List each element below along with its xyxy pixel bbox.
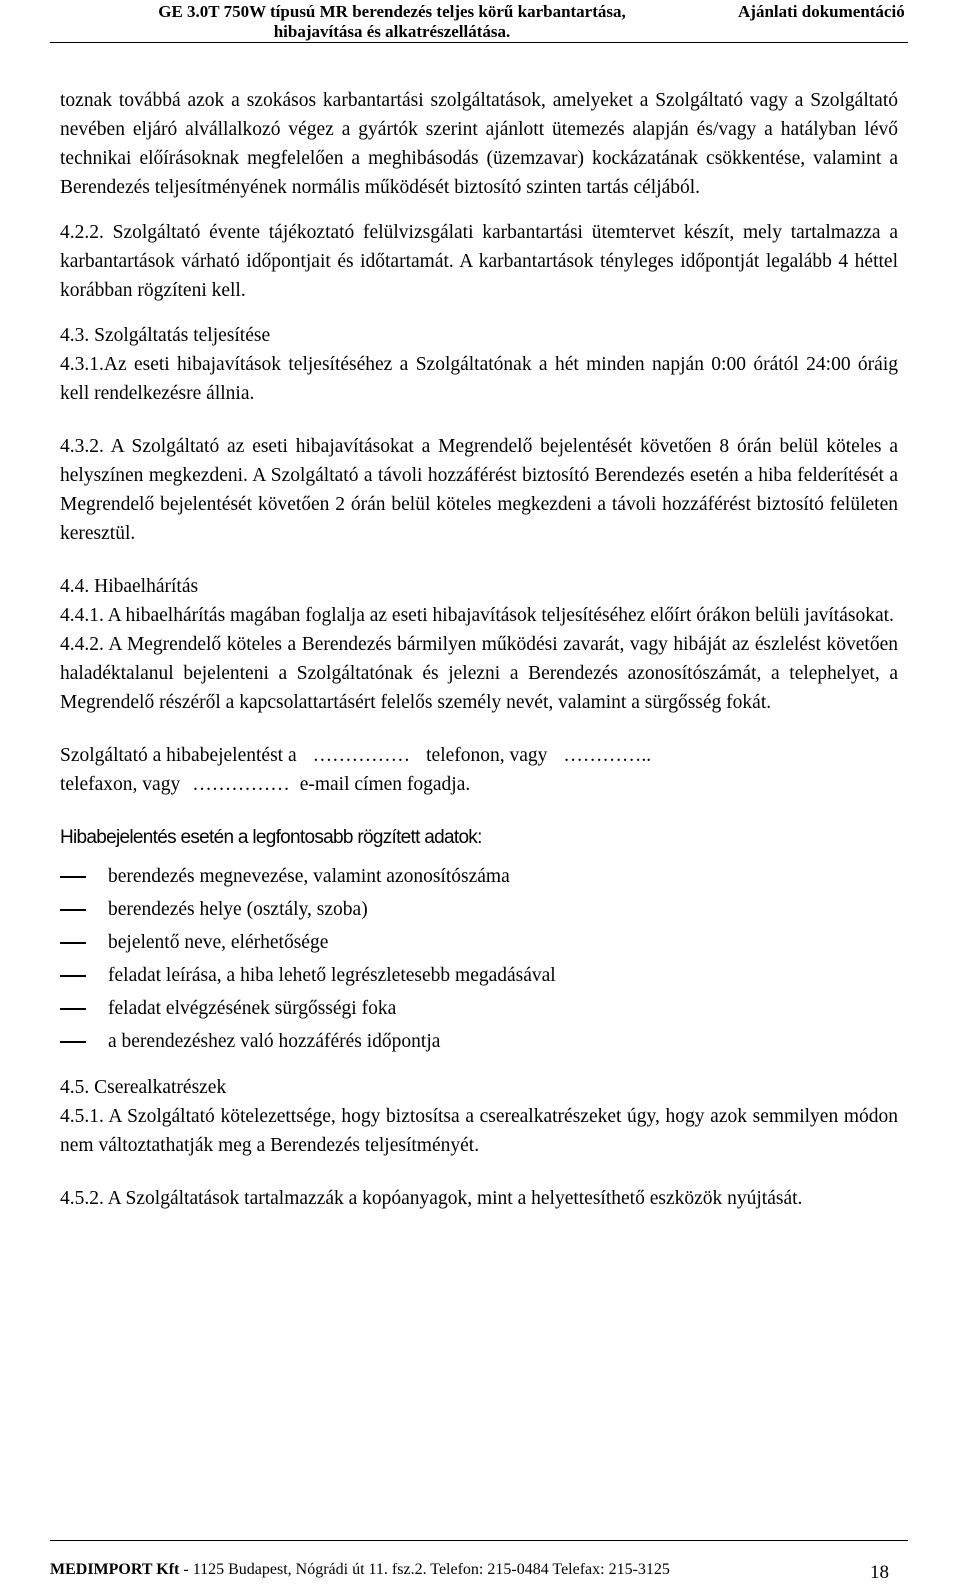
paragraph-4-3-2: 4.3.2. A Szolgáltató az eseti hibajavításokat a Megrendelő bejelentését követően 8 órán belül köteles a helyszínen megkezdeni. A Szolgáltató a távoli hozzáférést biztosító Berendezés esetén a hiba felderítését a Megrendelő bejelentését követően 2 órán belül köteles megkezdeni a távoli hozzáférést biztosító felületen keresztül.	[60, 436, 898, 544]
list-item	[60, 895, 898, 928]
list-item-text: feladat elvégzésének sürgősségi foka	[108, 998, 397, 1019]
list-item	[60, 994, 898, 1027]
page-header	[0, 0, 960, 46]
list-item	[60, 961, 898, 994]
phone-blank: ……………	[312, 745, 411, 766]
fill-line-2-text-b: e-mail címen fogadja.	[299, 774, 471, 795]
list-title: Hibabejelentés esetén a legfontosabb rögzített adatok:	[60, 827, 482, 848]
header-title	[132, 2, 652, 42]
paragraph-4-2-2: 4.2.2. Szolgáltató évente tájékoztató felülvizsgálati karbantartási ütemtervet készít, mely tartalmazza a karbantartások várható időpontjait és időtartamát. A karbantartások tényleges időpontját legalább 4 héttel korábban rögzíteni kell.	[60, 222, 898, 301]
heading-4-4: 4.4. Hibaelhárítás	[60, 576, 199, 597]
fill-line-2-text-a: telefaxon, vagy	[60, 774, 181, 795]
dash-bullet	[60, 928, 108, 957]
list-item-text: feladat leírása, a hiba lehető legrészletesebb megadásával	[108, 965, 556, 986]
dash-bullet	[60, 862, 108, 891]
footer-details: - 1125 Budapest, Nógrádi út 11. fsz.2. Telefon: 215-0484 Telefax: 215-3125	[179, 1561, 670, 1578]
paragraph-4-4-2: 4.4.2. A Megrendelő köteles a Berendezés bármilyen működési zavarát, vagy hibáját az észlelést követően haladéktalanul bejelenteni a Szolgáltatónak és jelezni a Berendezés azonosítószámát, a telephelyet, a Megrendelő részéről a kapcsolattartásért felelős személy nevét, valamint a sürgősség fokát.	[60, 634, 898, 713]
dash-bullet	[60, 1027, 108, 1056]
paragraph-4-3-1: 4.3.1.Az eseti hibajavítások teljesítéséhez a Szolgáltatónak a hét minden napján 0:00 órától 24:00 óráig kell rendelkezésre állnia.	[60, 354, 898, 404]
footer-company: MEDIMPORT Kft	[50, 1561, 180, 1578]
page-number: 18	[870, 1562, 889, 1583]
list-item	[60, 1027, 898, 1060]
dash-bullet	[60, 895, 108, 924]
paragraph-4-4-1: 4.4.1. A hibaelhárítás magában foglalja az eseti hibajavítások teljesítéséhez előírt órákon belüli javításokat.	[60, 605, 894, 626]
page-footer	[50, 1540, 930, 1584]
list-item-text: berendezés helye (osztály, szoba)	[108, 899, 368, 920]
email-blank: ……………	[192, 774, 290, 795]
header-doc-type: Ajánlati dokumentáció	[738, 2, 905, 21]
second-phone-blank: …………..	[563, 745, 652, 766]
fill-line-1-text-a: Szolgáltató a hibabejelentést a	[60, 745, 297, 766]
paragraph-intro: toznak továbbá azok a szokásos karbantartási szolgáltatások, amelyeket a Szolgáltató vagy a Szolgáltató nevében eljáró alvállalkozó végez a gyártók szerint ajánlott ütemezés alapján és/vagy a hatályban lévő technikai előírásoknak megfelelően a meghibásodás (üzemzavar) kockázatának csökkentése, valamint a Berendezés teljesítményének normális működését biztosító szinten tartás céljából.	[60, 90, 898, 198]
heading-4-5: 4.5. Cserealkatrészek	[60, 1077, 227, 1098]
document-body	[60, 86, 898, 1213]
footer-text	[50, 1561, 670, 1579]
list-item-text: a berendezéshez való hozzáférés időpontja	[108, 1031, 441, 1052]
header-divider	[50, 42, 908, 43]
fill-line-1	[60, 741, 898, 770]
dash-bullet	[60, 994, 108, 1023]
footer-divider	[50, 1540, 908, 1541]
fill-line-1-text-b: telefonon, vagy	[426, 745, 548, 766]
fill-line-2	[60, 770, 898, 799]
list-item	[60, 928, 898, 961]
paragraph-4-5-2: 4.5.2. A Szolgáltatások tartalmazzák a kopóanyagok, mint a helyettesíthető eszközök nyújtását.	[60, 1188, 803, 1209]
paragraph-4-5-1: 4.5.1. A Szolgáltató kötelezettsége, hogy biztosítsa a cserealkatrészeket úgy, hogy azok semmilyen módon nem változtathatják meg a Berendezés teljesítményét.	[60, 1106, 898, 1156]
list-item	[60, 862, 898, 895]
header-title-line2: hibajavítása és alkatrészellátása.	[273, 22, 511, 41]
dash-bullet	[60, 961, 108, 990]
list-item-text: bejelentő neve, elérhetősége	[108, 932, 329, 953]
list-item-text: berendezés megnevezése, valamint azonosítószáma	[108, 866, 510, 887]
heading-4-3: 4.3. Szolgáltatás teljesítése	[60, 325, 271, 346]
header-title-line1: GE 3.0T 750W típusú MR berendezés teljes körű karbantartása,	[158, 2, 626, 21]
required-data-list	[60, 862, 898, 1060]
